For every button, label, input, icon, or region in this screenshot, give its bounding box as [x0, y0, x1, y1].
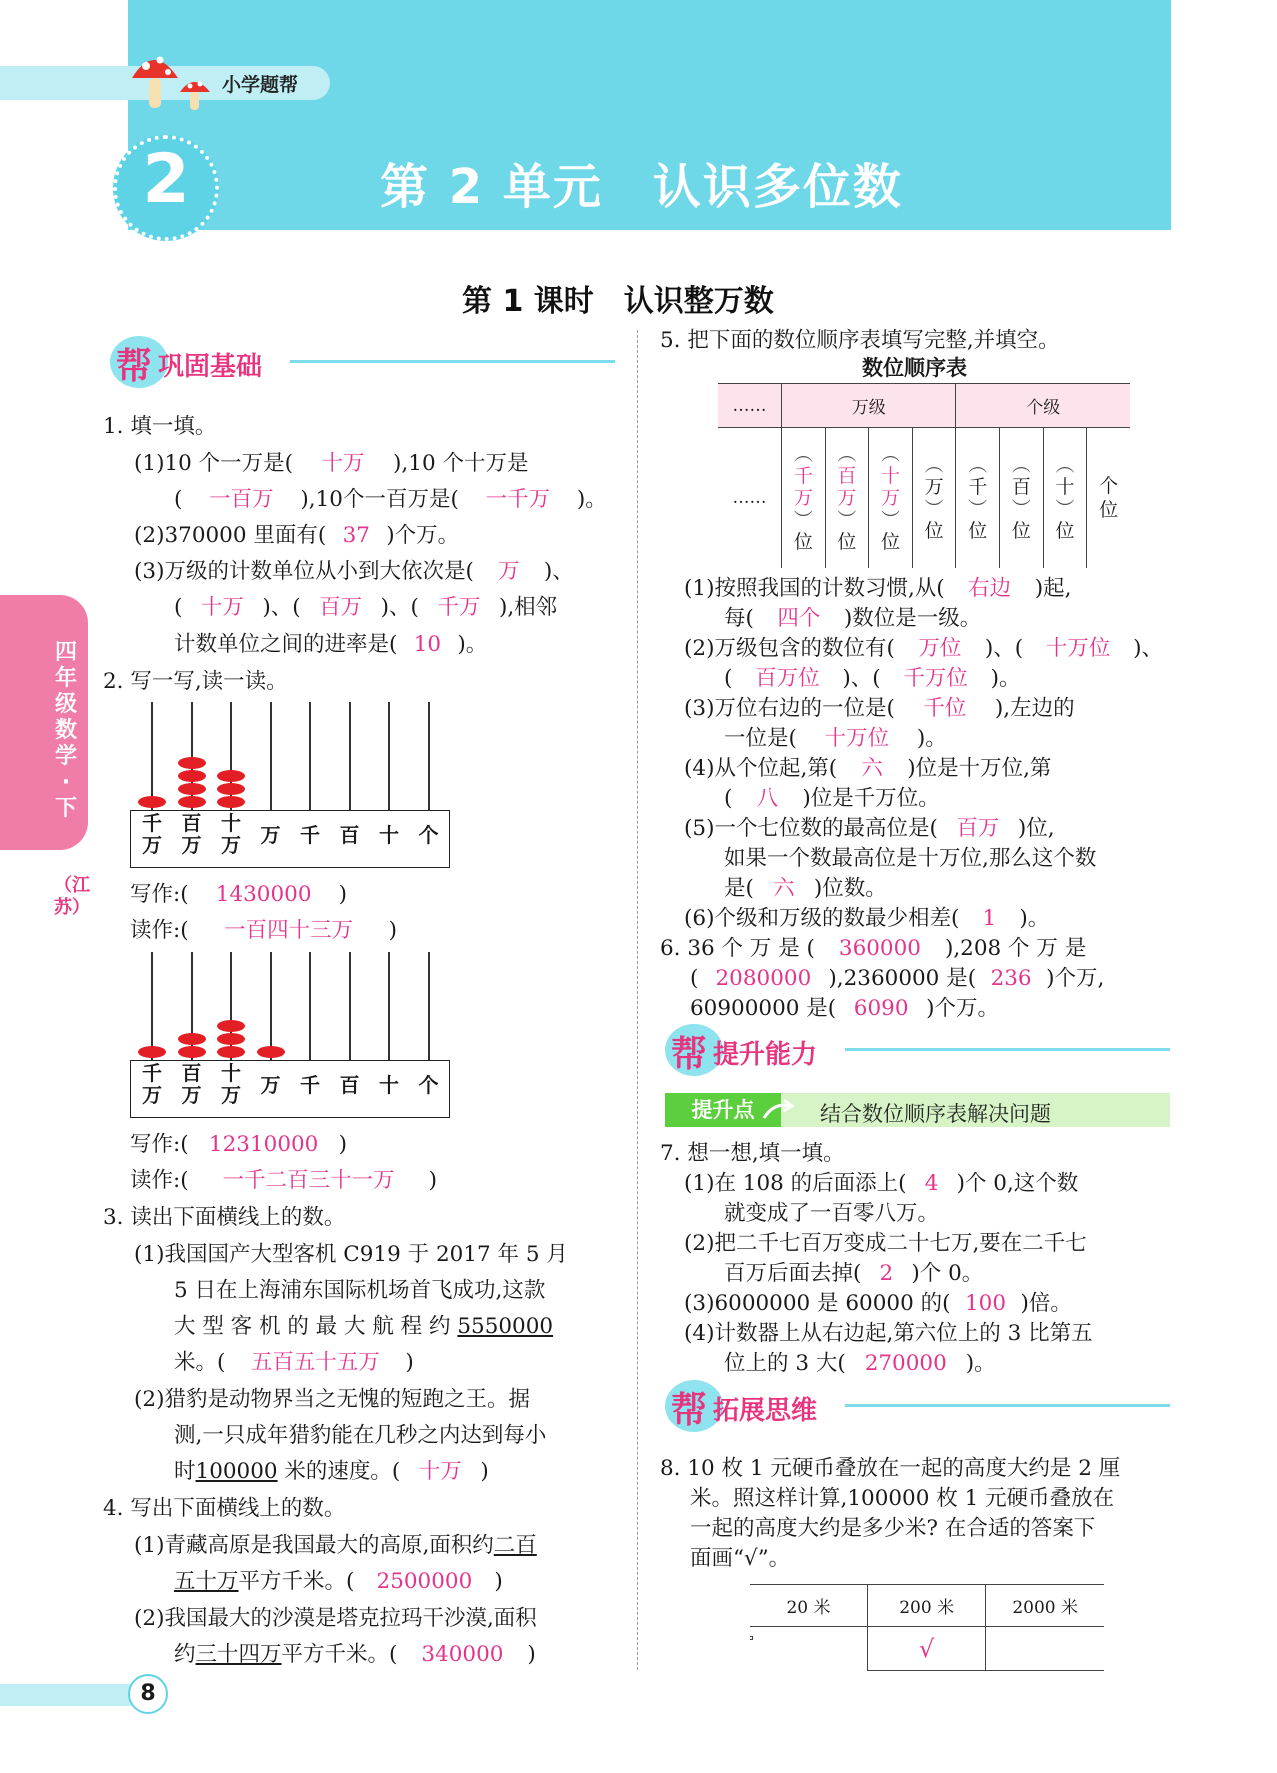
- q5-s5c: 是( 六 )位数。: [724, 870, 887, 907]
- place-cell: ︵ 千 万 ︶ 位: [782, 428, 826, 568]
- abacus-bead: [178, 1033, 206, 1045]
- abacus-label: 十: [379, 1073, 399, 1097]
- q5-s4b: ( 八 )位是千万位。: [724, 780, 940, 817]
- q6-line2: ( 2080000 ),2360000 是( 236 )个万,: [690, 960, 1104, 997]
- answer: 12310000: [208, 1132, 319, 1157]
- abacus-bead: [138, 796, 166, 808]
- q1-line1: (1)10 个一万是( 十万 ),10 个十万是: [134, 445, 528, 482]
- q1-line3: (2)370000 里面有( 37 )个万。: [134, 517, 459, 554]
- place-cell: ︵ 十 万 ︶ 位: [869, 428, 913, 568]
- answer: 一千万: [485, 487, 551, 512]
- place-cell: ︵ 千 ︶ 位: [956, 428, 1000, 568]
- q1-line6: 计数单位之间的进率是( 10 )。: [174, 626, 487, 663]
- answer: 六: [773, 876, 795, 901]
- section-expand-header: [665, 1380, 1170, 1432]
- answer: 十万: [200, 595, 244, 620]
- option-label: 2000 米: [986, 1585, 1104, 1627]
- abacus-rod: [270, 952, 272, 1060]
- answer: 1: [982, 906, 997, 931]
- q2-write-2: 写作:( 12310000 ): [130, 1126, 347, 1163]
- q5-s1b: 每( 四个 )数位是一级。: [724, 600, 981, 637]
- tip-text: 结合数位顺序表解决问题: [820, 1102, 1051, 1126]
- answer: 236: [990, 966, 1032, 991]
- section-improve-title: 提升能力: [713, 1040, 818, 1070]
- abacus-rod: [309, 702, 311, 810]
- bang-logo-icon: 帮: [116, 346, 153, 387]
- q5-s2b: ( 百万位 )、( 千万位 )。: [724, 660, 1021, 697]
- q5-s3: (3)万位右边的一位是( 千位 ),左边的: [684, 690, 1075, 727]
- side-tab-region: （江苏）: [54, 875, 90, 918]
- answer: 一千二百三十一万: [222, 1168, 395, 1193]
- q1-title: 1. 填一填。: [103, 414, 217, 439]
- table-dots: ……: [718, 384, 782, 428]
- level-ge: 个级: [956, 384, 1130, 428]
- answer: 百万: [956, 816, 1000, 841]
- answer: 百万: [319, 595, 363, 620]
- bang-logo-icon: 帮: [671, 1034, 708, 1075]
- abacus-label: 百: [339, 823, 360, 847]
- section-basic-title: 巩固基础: [158, 352, 263, 382]
- abacus-label: 十 万: [221, 811, 241, 857]
- q8-line2: 米。照这样计算,100000 枚 1 元硬币叠放在: [690, 1486, 1115, 1511]
- q8-line3: 一起的高度大约是多少米? 在合适的答案下: [690, 1516, 1096, 1541]
- q1-line4: (3)万级的计数单位从小到大依次是( 万 )、: [134, 553, 574, 590]
- abacus-2: [130, 952, 450, 1122]
- abacus-rod: [349, 702, 351, 810]
- abacus-bead: [217, 770, 245, 782]
- q3-line1: (1)我国国产大型客机 C919 于 2017 年 5 月: [134, 1242, 568, 1267]
- q3-title: 3. 读出下面横线上的数。: [103, 1205, 346, 1230]
- answer: 100: [964, 1291, 1007, 1316]
- q4-line1: (1)青藏高原是我国最大的高原,面积约二百: [134, 1533, 537, 1558]
- arrow-icon: [760, 1098, 796, 1122]
- place-cell: 个 位: [1087, 428, 1130, 568]
- place-cell: ︵ 万 ︶ 位: [912, 428, 956, 568]
- mushroom-icon: [128, 44, 218, 116]
- abacus-label: 万: [260, 823, 281, 847]
- q5-s6: (6)个级和万级的数最少相差( 1 )。: [684, 900, 1049, 937]
- abacus-bead: [257, 1046, 285, 1058]
- abacus-label: 百 万: [181, 811, 202, 857]
- section-rule: [845, 1048, 1170, 1051]
- abacus-bead: [178, 783, 206, 795]
- answer: 十万: [418, 1459, 462, 1484]
- option-check: [750, 1636, 753, 1640]
- answer: 千万: [437, 595, 481, 620]
- abacus-rod: [270, 702, 272, 810]
- abacus-bead: [217, 1020, 245, 1032]
- abacus-rod: [428, 952, 430, 1060]
- abacus-rod: [309, 952, 311, 1060]
- q3-line6: 测,一只成年猎豹能在几秒之内达到每小: [174, 1423, 547, 1448]
- unit-number: 2: [142, 140, 190, 219]
- answer: 千万位: [903, 666, 968, 691]
- abacus-label: 千 万: [142, 811, 162, 857]
- unit-title: 第 2 单元 认识多位数: [380, 159, 903, 215]
- answer: 万位: [918, 636, 962, 661]
- answer: 十万: [321, 451, 365, 476]
- abacus-rod: [151, 702, 153, 810]
- abacus-bead: [217, 796, 245, 808]
- option-label: 20 米: [750, 1585, 867, 1627]
- q3-line7: 时100000 米的速度。( 十万 ): [174, 1453, 489, 1490]
- section-rule: [845, 1404, 1170, 1407]
- q5-title: 5. 把下面的数位顺序表填写完整,并填空。: [660, 328, 1060, 353]
- q5-s2: (2)万级包含的数位有( 万位 )、( 十万位 )、: [684, 630, 1163, 667]
- abacus-bead: [178, 770, 206, 782]
- answer: 一百万: [209, 487, 274, 512]
- q7-line3: (2)把二千七百万变成二十七万,要在二千七: [684, 1231, 1087, 1256]
- answer: 1430000: [215, 882, 312, 907]
- answer: 十万位: [824, 726, 890, 751]
- answer: 一百四十三万: [224, 918, 354, 943]
- answer: 万: [498, 559, 520, 584]
- answer: 五百五十五万: [250, 1350, 380, 1375]
- place-cell: ︵ 十 ︶ 位: [1043, 428, 1087, 568]
- q7-line6: (4)计数器上从右边起,第六位上的 3 比第五: [684, 1321, 1093, 1346]
- q8-options-table: [750, 1584, 1104, 1671]
- lesson-title: 第 1 课时 认识整万数: [462, 284, 774, 319]
- abacus-1: [130, 702, 450, 872]
- q2-write-1: 写作:( 1430000 ): [130, 876, 347, 913]
- option-check: [986, 1627, 1104, 1671]
- q4-title: 4. 写出下面横线上的数。: [103, 1496, 346, 1521]
- abacus-rod: [388, 702, 390, 810]
- abacus-bead: [178, 796, 206, 808]
- q7-title: 7. 想一想,填一填。: [660, 1141, 845, 1166]
- q8-line1: 8. 10 枚 1 元硬币叠放在一起的高度大约是 2 厘: [660, 1456, 1121, 1481]
- answer: 2080000: [715, 966, 812, 991]
- level-wan: 万级: [782, 384, 956, 428]
- answer: 百万位: [755, 666, 820, 691]
- abacus-label: 十 万: [221, 1061, 241, 1107]
- place-value-table: [718, 383, 1130, 568]
- q2-read-1: 读作:( 一百四十三万 ): [130, 912, 397, 949]
- q1-line2: ( 一百万 ),10个一百万是( 一千万 )。: [174, 481, 607, 518]
- abacus-rod: [151, 952, 153, 1060]
- q5-s3b: 一位是( 十万位 )。: [724, 720, 947, 757]
- table-dots: ……: [718, 428, 782, 568]
- answer: 2500000: [376, 1569, 473, 1594]
- answer: 十万位: [1045, 636, 1111, 661]
- side-tab-grade: 四年级数学·下: [54, 640, 77, 821]
- tip-label: 提升点: [665, 1093, 781, 1127]
- abacus-bead: [217, 1046, 245, 1058]
- answer: 4: [924, 1171, 939, 1196]
- q5-s5b: 如果一个数最高位是十万位,那么这个数: [724, 846, 1097, 871]
- answer: 6090: [853, 996, 909, 1021]
- section-expand-title: 拓展思维: [713, 1396, 818, 1426]
- answer: 八: [756, 786, 779, 811]
- abacus-bead: [138, 1046, 166, 1058]
- q7-line7: 位上的 3 大( 270000 )。: [724, 1345, 996, 1382]
- option-label: 200 米: [867, 1585, 985, 1627]
- section-rule: [290, 360, 615, 363]
- abacus-label: 千: [300, 1073, 320, 1097]
- abacus-label: 百: [339, 1073, 360, 1097]
- answer: 270000: [864, 1351, 947, 1376]
- q4-line4: 约三十四万平方千米。( 340000 ): [174, 1636, 536, 1673]
- abacus-label: 万: [260, 1073, 281, 1097]
- abacus-rod: [349, 952, 351, 1060]
- answer: 340000: [421, 1642, 504, 1667]
- q4-line3: (2)我国最大的沙漠是塔克拉玛干沙漠,面积: [134, 1606, 537, 1631]
- q3-line3: 大 型 客 机 的 最 大 航 程 约 5550000: [174, 1314, 554, 1339]
- abacus-label: 千: [300, 823, 320, 847]
- answer: 六: [861, 756, 883, 781]
- q1-line5: ( 十万 )、( 百万 )、( 千万 ),相邻: [174, 589, 557, 626]
- answer: 右边: [968, 576, 1012, 601]
- table-title: 数位顺序表: [862, 356, 967, 380]
- place-cell: ︵ 百 万 ︶ 位: [825, 428, 869, 568]
- abacus-label: 十: [379, 823, 399, 847]
- q6-line3: 60900000 是( 6090 )个万。: [690, 990, 999, 1027]
- abacus-label: 个: [418, 823, 439, 847]
- abacus-bead: [217, 1033, 245, 1045]
- q7-line2: 就变成了一百零八万。: [724, 1201, 940, 1226]
- abacus-label: 千 万: [142, 1061, 162, 1107]
- q5-s5: (5)一个七位数的最高位是( 百万 )位,: [684, 810, 1055, 847]
- abacus-rod: [388, 952, 390, 1060]
- answer: 10: [413, 632, 442, 657]
- abacus-label: 个: [418, 1073, 439, 1097]
- q3-line5: (2)猎豹是动物界当之无愧的短跑之王。据: [134, 1387, 530, 1412]
- q7-line1: (1)在 108 的后面添上( 4 )个 0,这个数: [684, 1165, 1078, 1202]
- abacus-bead: [217, 783, 245, 795]
- q5-s1: (1)按照我国的计数习惯,从( 右边 )起,: [684, 570, 1071, 607]
- section-basic-header: [110, 336, 615, 388]
- q3-line2: 5 日在上海浦东国际机场首飞成功,这款: [174, 1278, 546, 1303]
- place-cell: ︵ 百 ︶ 位: [1000, 428, 1044, 568]
- abacus-label: 百 万: [181, 1061, 202, 1107]
- q7-line4: 百万后面去掉( 2 )个 0。: [724, 1255, 983, 1292]
- q2-read-2: 读作:( 一千二百三十一万 ): [130, 1162, 437, 1199]
- q4-line2: 五十万平方千米。( 2500000 ): [174, 1563, 503, 1600]
- answer: 四个: [777, 606, 821, 631]
- q2-title: 2. 写一写,读一读。: [103, 669, 288, 694]
- abacus-rod: [428, 702, 430, 810]
- column-divider: [637, 330, 638, 1670]
- section-improve-header: [665, 1024, 1170, 1076]
- abacus-bead: [178, 757, 206, 769]
- answer: 37: [342, 523, 370, 548]
- bang-logo-icon: 帮: [671, 1390, 708, 1431]
- q6-line1: 6. 36 个 万 是 ( 360000 ),208 个 万 是: [660, 930, 1086, 967]
- q3-line4: 米。( 五百五十五万 ): [174, 1344, 414, 1381]
- page-number: 8: [128, 1674, 168, 1714]
- q7-line5: (3)6000000 是 60000 的( 100 )倍。: [684, 1285, 1072, 1322]
- option-check: √: [867, 1627, 985, 1671]
- q8-line4: 面画“√”。: [690, 1546, 791, 1571]
- answer: 2: [879, 1261, 894, 1286]
- answer: 360000: [838, 936, 921, 961]
- brand-name: 小学题帮: [222, 74, 299, 96]
- answer: 千位: [923, 696, 967, 721]
- abacus-bead: [178, 1046, 206, 1058]
- q5-s4: (4)从个位起,第( 六 )位是十万位,第: [684, 750, 1051, 787]
